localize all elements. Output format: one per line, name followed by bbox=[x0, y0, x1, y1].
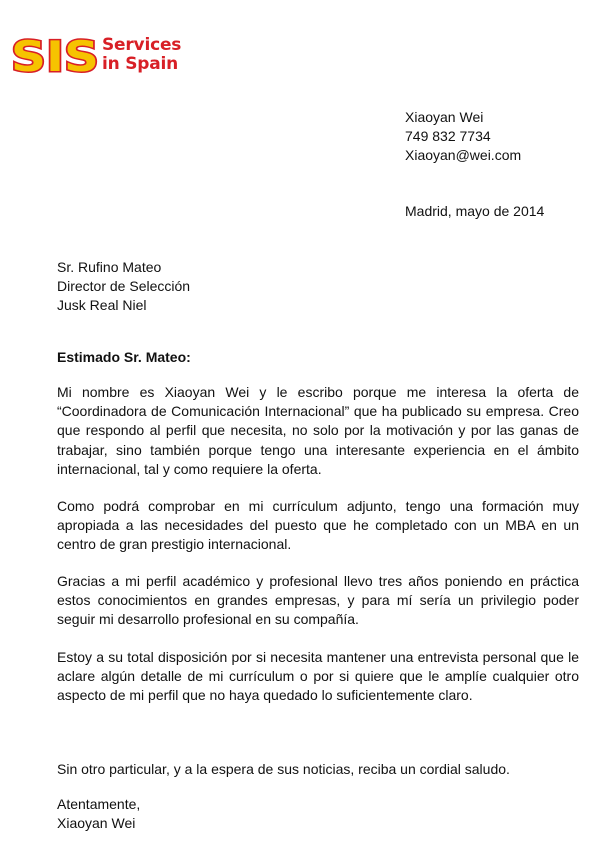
logo-mark bbox=[10, 32, 102, 76]
sender-name: Xiaoyan Wei bbox=[405, 109, 484, 125]
paragraph-1: Mi nombre es Xiaoyan Wei y le escribo porque me interesa la oferta de “Coordinadora de Comunicación Internacional” que ha publicado su empresa. Creo que respondo al perfil que necesita, no solo por la motivación y por las ganas de trabajar, sino también porque tengo una interesante experiencia en el ámbito internacional, tal y como requiere la oferta. bbox=[57, 384, 579, 477]
closing-block bbox=[57, 795, 140, 833]
logo-text-line2: in Spain bbox=[102, 54, 179, 74]
recipient-company: Jusk Real Niel bbox=[57, 297, 147, 313]
signature: Xiaoyan Wei bbox=[57, 815, 136, 831]
paragraph-4: Estoy a su total disposición por si necesita mantener una entrevista personal que le aclare algún detalle de mi currículum o por si quiere que le amplíe cualquier otro aspecto de mi perfil que no haya quedado lo suficientemente claro. bbox=[57, 649, 579, 704]
greeting: Estimado Sr. Mateo: bbox=[57, 349, 191, 365]
company-logo bbox=[10, 30, 210, 80]
letter-date: Madrid, mayo de 2014 bbox=[405, 203, 545, 219]
logo-text-line1: Services bbox=[102, 35, 182, 55]
sender-block bbox=[405, 108, 521, 165]
recipient-name: Sr. Rufino Mateo bbox=[57, 259, 162, 275]
recipient-block bbox=[57, 258, 190, 315]
logo-text bbox=[102, 36, 181, 74]
svg-text:SIS: SIS bbox=[11, 32, 99, 76]
farewell: Atentamente, bbox=[57, 796, 141, 812]
sender-phone: 749 832 7734 bbox=[405, 128, 491, 144]
sender-email: Xiaoyan@wei.com bbox=[405, 147, 522, 163]
paragraph-2: Como podrá comprobar en mi currículum adjunto, tengo una formación muy apropiada a las necesidades del puesto que he completado con un MBA en un centro de gran prestigio internacional. bbox=[57, 498, 579, 553]
paragraph-5: Sin otro particular, y a la espera de sus noticias, reciba un cordial saludo. bbox=[57, 761, 510, 777]
recipient-title: Director de Selección bbox=[57, 278, 191, 294]
paragraph-3: Gracias a mi perfil académico y profesional llevo tres años poniendo en práctica estos conocimientos en grandes empresas, y para mí sería un privilegio poder seguir mi desarrollo profesional en su compañía. bbox=[57, 573, 579, 628]
